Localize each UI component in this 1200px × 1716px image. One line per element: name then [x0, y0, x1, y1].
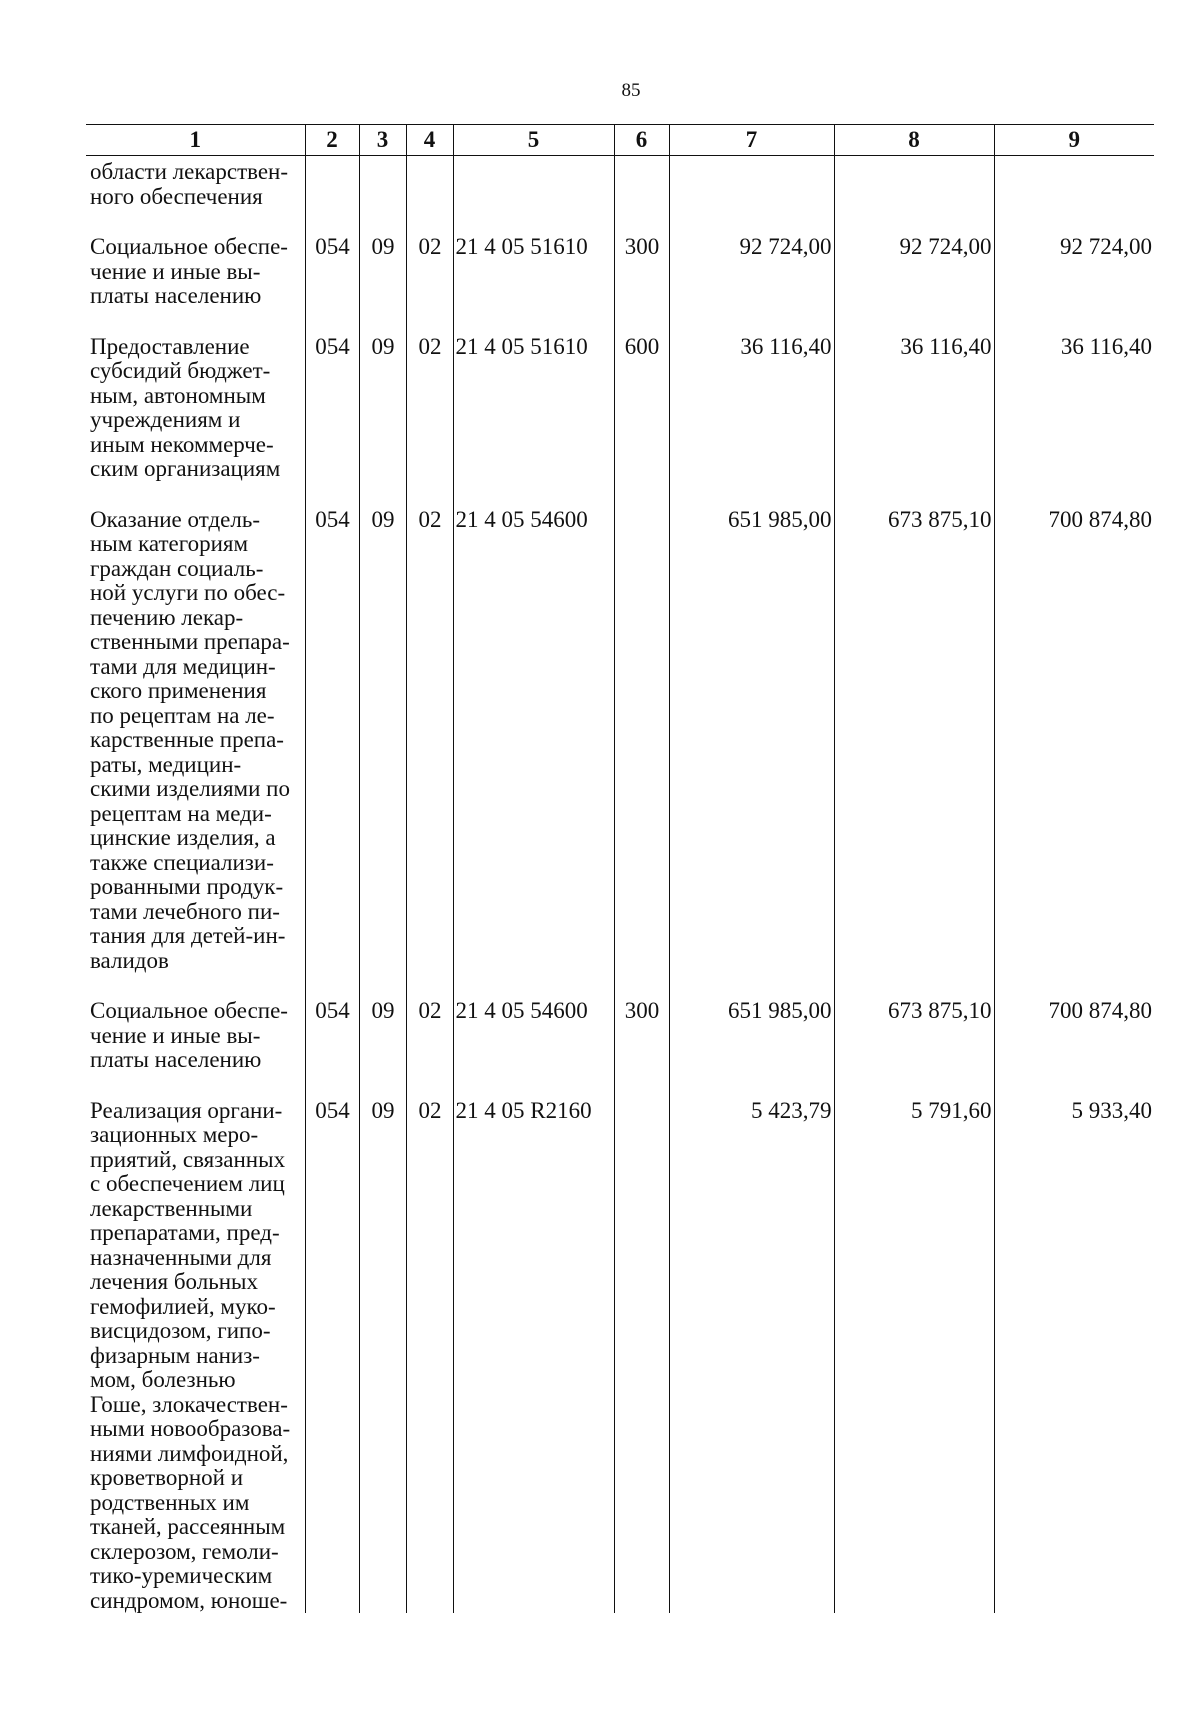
- description-line: препаратами, пред-: [90, 1220, 280, 1245]
- ministry-code-cell: 054: [305, 325, 359, 498]
- amount-year-3-cell: 92 724,00: [994, 225, 1154, 325]
- description-line: тами лечебного пи-: [90, 898, 280, 924]
- description-line: валидов: [90, 947, 169, 973]
- amount-year-1-cell: 36 116,40: [669, 325, 834, 498]
- description-line: граждан социаль-: [90, 555, 264, 581]
- description-line: по рецептам на ле-: [90, 702, 275, 728]
- description-line: также специализи-: [90, 849, 274, 875]
- header-col-2: 2: [305, 125, 359, 156]
- description-line: гемофилией, муко-: [90, 1293, 276, 1319]
- description-cell: [86, 156, 305, 226]
- header-col-3: 3: [359, 125, 406, 156]
- section-code-cell: 09: [359, 325, 406, 498]
- header-col-8: 8: [834, 125, 994, 156]
- description-line: иным некоммерче-: [90, 431, 274, 457]
- description-line: синдромом, юноше-: [90, 1587, 288, 1613]
- target-article-cell: 21 4 05 51610: [453, 325, 614, 498]
- table-row: [86, 989, 1154, 1089]
- header-col-4: 4: [406, 125, 453, 156]
- table-body: [86, 156, 1154, 1614]
- description-line: ным, автономным: [90, 382, 266, 408]
- amount-year-3-cell: 700 874,80: [994, 498, 1154, 990]
- description-line: субсидий бюджет-: [90, 358, 271, 383]
- header-col-5: 5: [453, 125, 614, 156]
- table-row: [86, 156, 1154, 226]
- section-code-cell: 09: [359, 989, 406, 1089]
- expense-type-cell: [614, 1089, 669, 1614]
- description-cell: [86, 498, 305, 990]
- description-line: ским организациям: [90, 456, 281, 481]
- description-line: скими изделиями по: [90, 776, 290, 801]
- description-line: учреждениям и: [90, 407, 241, 432]
- subsection-code-cell: 02: [406, 225, 453, 325]
- subsection-code-cell: 02: [406, 989, 453, 1089]
- description-cell: [86, 989, 305, 1089]
- description-cell: [86, 225, 305, 325]
- target-article-cell: [453, 156, 614, 226]
- amount-year-2-cell: 5 791,60: [834, 1089, 994, 1614]
- table-row: [86, 1089, 1154, 1614]
- amount-year-2-cell: 673 875,10: [834, 989, 994, 1089]
- description-line: мом, болезнью: [90, 1367, 236, 1392]
- amount-year-2-cell: 36 116,40: [834, 325, 994, 498]
- target-article-cell: 21 4 05 51610: [453, 225, 614, 325]
- header-col-9: 9: [994, 125, 1154, 156]
- description-line: ского применения: [90, 678, 267, 703]
- description-line: с обеспечением лиц: [90, 1171, 285, 1196]
- target-article-cell: 21 4 05 54600: [453, 989, 614, 1089]
- subsection-code-cell: [406, 156, 453, 226]
- description-line: родственных им: [90, 1489, 250, 1515]
- section-code-cell: [359, 156, 406, 226]
- section-code-cell: 09: [359, 1089, 406, 1614]
- target-article-cell: 21 4 05 R2160: [453, 1089, 614, 1614]
- description-line: тами для медицин-: [90, 653, 276, 679]
- description-line: лекарственными: [90, 1195, 253, 1221]
- description-line: Социальное обеспе-: [90, 234, 288, 259]
- amount-year-3-cell: [994, 156, 1154, 226]
- description-line: ного обеспечения: [90, 183, 263, 209]
- description-line: Оказание отдель-: [90, 506, 260, 532]
- description-line: области лекарствен-: [90, 159, 289, 184]
- subsection-code-cell: 02: [406, 325, 453, 498]
- description-line: Предоставление: [90, 333, 250, 359]
- ministry-code-cell: [305, 156, 359, 226]
- expense-type-cell: [614, 156, 669, 226]
- description-line: назначенными для: [90, 1244, 272, 1270]
- description-line: кроветворной и: [90, 1465, 244, 1490]
- description-line: платы населению: [90, 1047, 262, 1072]
- description-line: ными новообразова-: [90, 1416, 291, 1441]
- amount-year-2-cell: 673 875,10: [834, 498, 994, 990]
- target-article-cell: 21 4 05 54600: [453, 498, 614, 990]
- description-line: ственными препара-: [90, 629, 290, 654]
- amount-year-3-cell: 5 933,40: [994, 1089, 1154, 1614]
- description-line: лечения больных: [90, 1269, 258, 1294]
- amount-year-2-cell: 92 724,00: [834, 225, 994, 325]
- amount-year-3-cell: 36 116,40: [994, 325, 1154, 498]
- ministry-code-cell: 054: [305, 498, 359, 990]
- table-row: [86, 225, 1154, 325]
- description-line: платы населению: [90, 283, 262, 308]
- page-number: 85: [621, 80, 641, 101]
- description-line: зационных меро-: [90, 1122, 259, 1147]
- description-line: тканей, рассеянным: [90, 1514, 286, 1539]
- ministry-code-cell: 054: [305, 225, 359, 325]
- amount-year-1-cell: 651 985,00: [669, 498, 834, 990]
- amount-year-1-cell: 651 985,00: [669, 989, 834, 1089]
- description-line: Социальное обеспе-: [90, 998, 288, 1023]
- header-col-6: 6: [614, 125, 669, 156]
- amount-year-1-cell: 5 423,79: [669, 1089, 834, 1614]
- ministry-code-cell: 054: [305, 1089, 359, 1614]
- table-row: [86, 325, 1154, 498]
- expense-type-cell: 300: [614, 225, 669, 325]
- description-line: Реализация органи-: [90, 1097, 283, 1123]
- expense-type-cell: 600: [614, 325, 669, 498]
- header-col-7: 7: [669, 125, 834, 156]
- amount-year-3-cell: 700 874,80: [994, 989, 1154, 1089]
- description-line: чение и иные вы-: [90, 1022, 261, 1048]
- description-line: ной услуги по обес-: [90, 580, 286, 605]
- description-line: рецептам на меди-: [90, 800, 272, 826]
- section-code-cell: 09: [359, 498, 406, 990]
- header-col-1: 1: [86, 125, 305, 156]
- description-line: тико-уремическим: [90, 1563, 273, 1588]
- description-line: рованными продук-: [90, 874, 284, 899]
- description-line: висцидозом, гипо-: [90, 1318, 271, 1343]
- description-line: чение и иные вы-: [90, 258, 261, 284]
- description-cell: [86, 1089, 305, 1614]
- section-code-cell: 09: [359, 225, 406, 325]
- description-line: карственные препа-: [90, 727, 284, 752]
- description-line: физарным наниз-: [90, 1342, 260, 1368]
- expense-type-cell: 300: [614, 989, 669, 1089]
- description-line: склерозом, гемоли-: [90, 1538, 279, 1564]
- ministry-code-cell: 054: [305, 989, 359, 1089]
- table-row: [86, 498, 1154, 990]
- header-row: [86, 125, 1154, 156]
- description-line: ниями лимфоидной,: [90, 1440, 289, 1466]
- subsection-code-cell: 02: [406, 498, 453, 990]
- amount-year-2-cell: [834, 156, 994, 226]
- description-line: ным категориям: [90, 531, 249, 556]
- description-line: раты, медицин-: [90, 751, 242, 777]
- subsection-code-cell: 02: [406, 1089, 453, 1614]
- description-line: печению лекар-: [90, 604, 244, 630]
- description-line: цинские изделия, а: [90, 825, 276, 850]
- description-line: тания для детей-ин-: [90, 923, 286, 948]
- description-line: приятий, связанных: [90, 1146, 286, 1172]
- amount-year-1-cell: [669, 156, 834, 226]
- expense-type-cell: [614, 498, 669, 990]
- description-cell: [86, 325, 305, 498]
- amount-year-1-cell: 92 724,00: [669, 225, 834, 325]
- budget-table: [86, 124, 1154, 1613]
- description-line: Гоше, злокачествен-: [90, 1391, 288, 1417]
